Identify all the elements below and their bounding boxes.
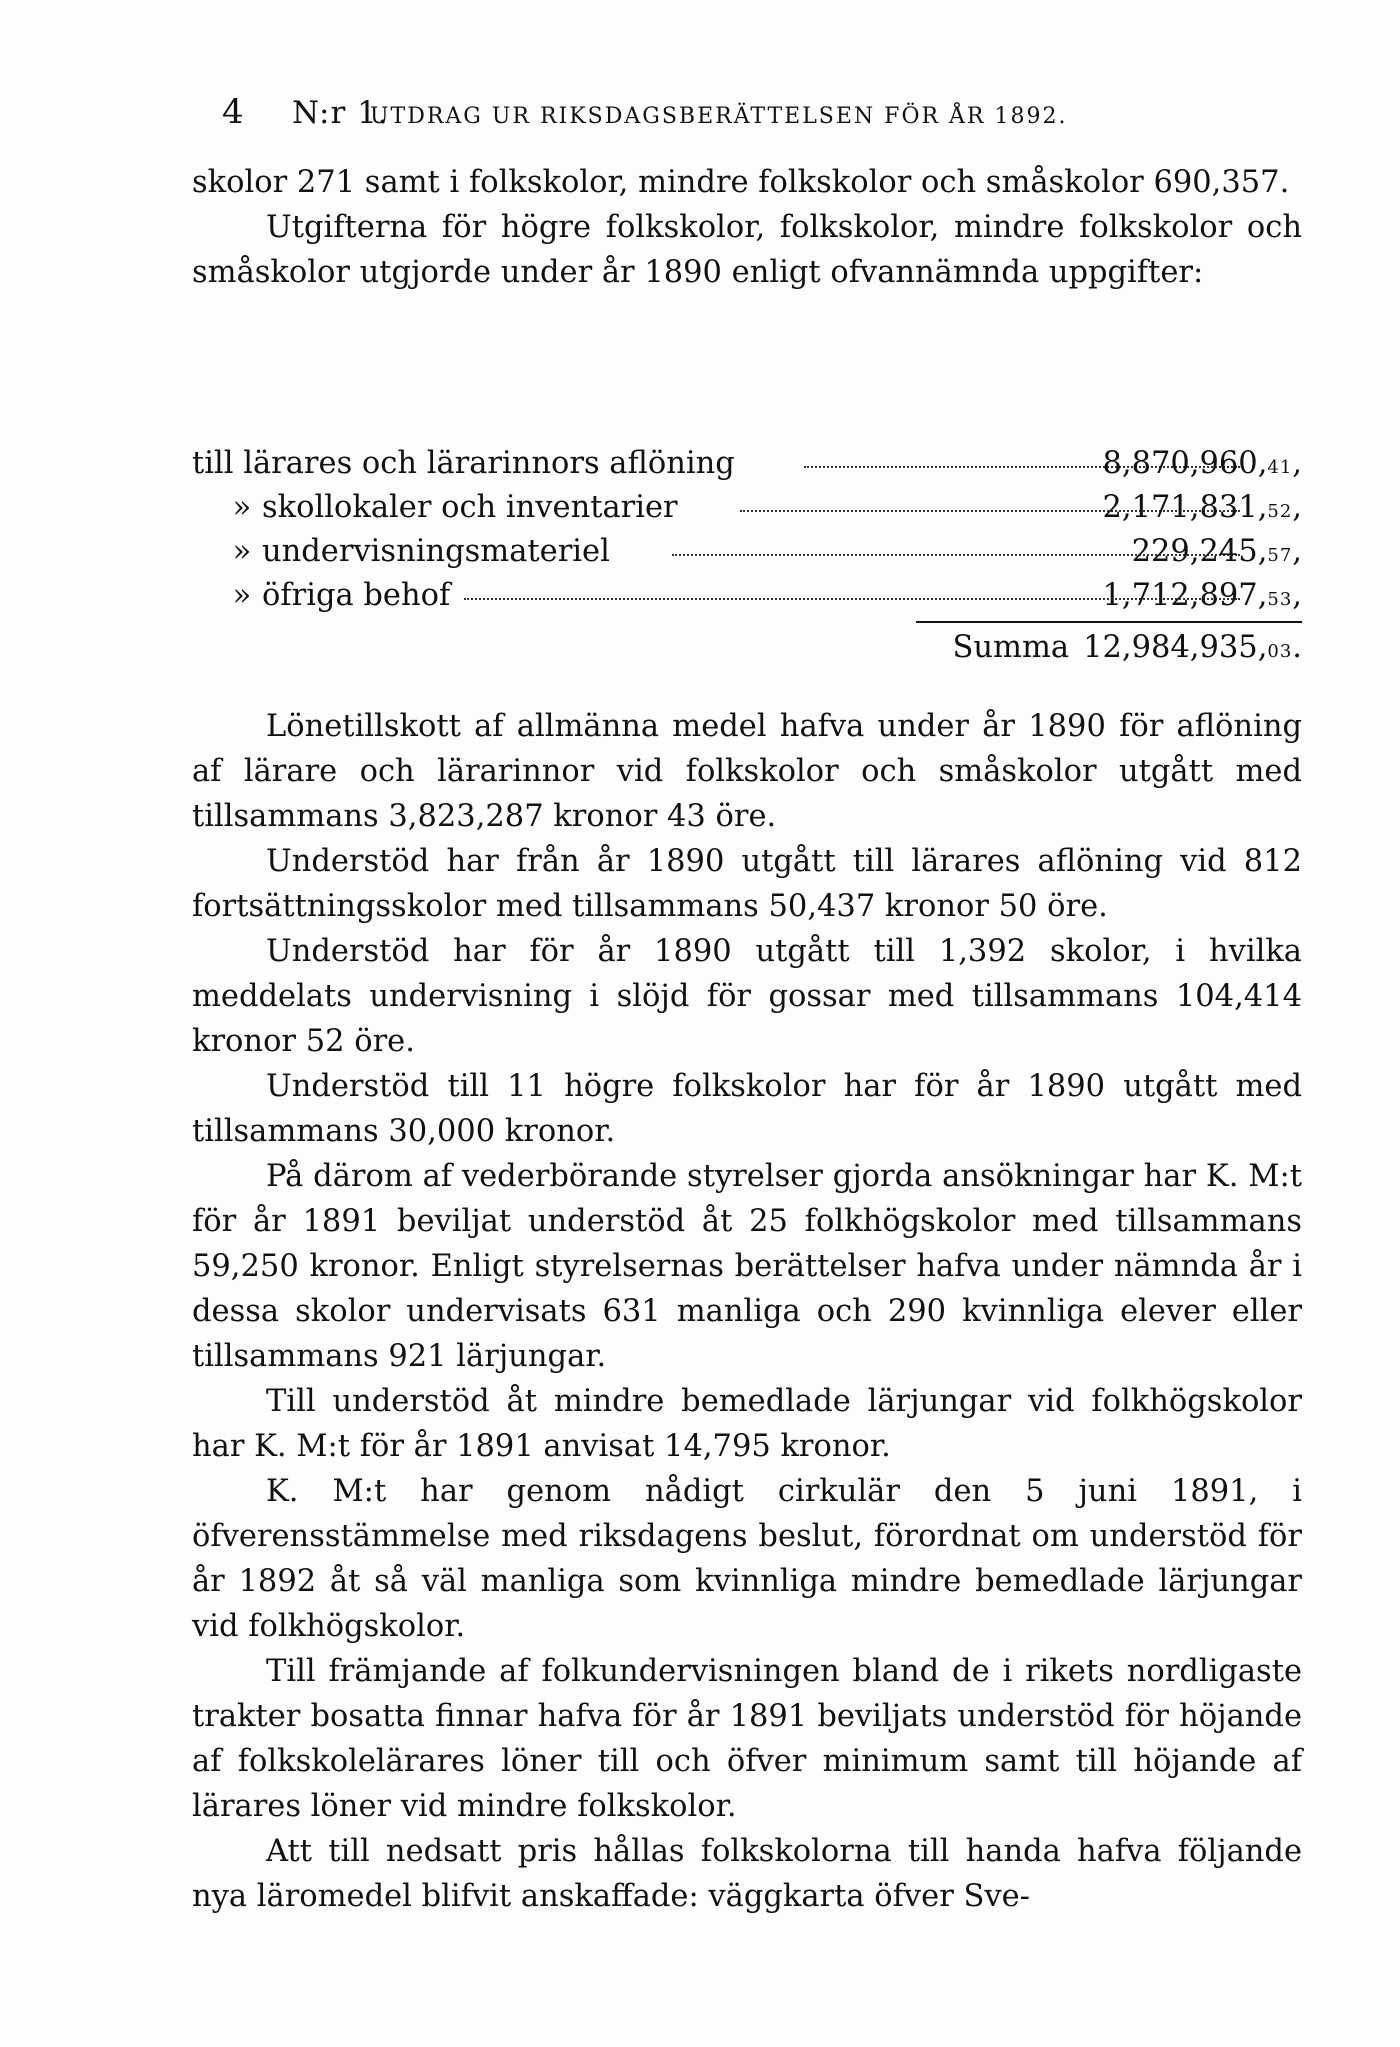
paragraph: Att till nedsatt pris hållas folkskolorna till handa hafva följande nya läromedel blifvit anskaffade: väggkarta öfver Sve-: [192, 1834, 1302, 1914]
expense-amount: 2,171,831,52,: [1102, 490, 1302, 525]
ditto-mark: »: [232, 578, 252, 613]
body-text: [192, 704, 1302, 1919]
expense-row: [192, 442, 1302, 486]
expense-row: [192, 530, 1302, 574]
sum-line: [952, 630, 1302, 665]
sum-rule: [916, 621, 1302, 623]
expense-label: skollokaler och inventarier: [262, 490, 678, 525]
intro-text: [192, 160, 1302, 295]
expense-amount: 1,712,897,53,: [1102, 578, 1302, 613]
expense-amount: 229,245,57,: [1131, 534, 1302, 569]
ditto-mark: »: [232, 490, 252, 525]
sum-amount: 12,984,935,03.: [1083, 630, 1302, 665]
expense-row: [192, 574, 1302, 618]
expense-label: undervisningsmateriel: [262, 534, 610, 569]
paragraph: Understöd har från år 1890 utgått till lärares aflöning vid 812 fortsättningsskolor med tillsammans 50,437 kronor 50 öre.: [192, 844, 1302, 924]
paragraph: På därom af vederbörande styrelser gjorda ansökningar har K. M:t för år 1891 beviljat understöd åt 25 folkhögskolor med tillsammans 59,250 kronor. Enligt styrelsernas berättelser hafva under nämnda år i dessa skolor undervisats 631 manliga och 290 kvinnliga elever eller tillsammans 921 lärjungar.: [192, 1159, 1302, 1374]
continuation-paragraph: skolor 271 samt i folkskolor, mindre folkskolor och småskolor 690,357.: [192, 165, 1290, 200]
paragraph: K. M:t har genom nådigt cirkulär den 5 juni 1891, i öfverensstämmelse med riksdagens beslut, förordnat om understöd för år 1892 åt så väl manliga som kvinnliga mindre bemedlade lärjungar vid folkhögskolor.: [192, 1474, 1302, 1644]
paragraph: Understöd till 11 högre folkskolor har för år 1890 utgått med tillsammans 30,000 kronor.: [192, 1069, 1302, 1149]
running-title: UTDRAG UR RIKSDAGSBERÄTTELSEN FÖR ÅR 1892.: [370, 104, 1068, 129]
paragraph: Lönetillskott af allmänna medel hafva under år 1890 för aflöning af lärare och lärarinnor vid folkskolor och småskolor utgått med tillsammans 3,823,287 kronor 43 öre.: [192, 709, 1302, 834]
expense-amount: 8,870,960,41,: [1102, 446, 1302, 481]
expense-row: [192, 486, 1302, 530]
expense-label: till lärares och lärarinnors aflöning: [192, 446, 735, 481]
sum-label: Summa: [952, 630, 1070, 665]
page-number: 4: [222, 92, 245, 132]
expense-table: [192, 442, 1302, 618]
ditto-mark: »: [232, 534, 252, 569]
expense-label: öfriga behof: [262, 578, 451, 613]
issue-number: N:r 1.: [292, 95, 389, 131]
paragraph: Till främjande af folkundervisningen bland de i rikets nordligaste trakter bosatta finnar hafva för år 1891 beviljats understöd för höjande af folkskolelärares löner till och öfver minimum samt till höjande af lärares löner vid mindre folkskolor.: [192, 1654, 1302, 1824]
page-header: [222, 92, 1302, 132]
paragraph: Understöd har för år 1890 utgått till 1,392 skolor, i hvilka meddelats undervisning i slöjd för gossar med tillsammans 104,414 kronor 52 öre.: [192, 934, 1302, 1059]
paragraph: Till understöd åt mindre bemedlade lärjungar vid folkhögskolor har K. M:t för år 1891 anvisat 14,795 kronor.: [192, 1384, 1302, 1464]
expenditure-intro-paragraph: Utgifterna för högre folkskolor, folkskolor, mindre folkskolor och småskolor utgjorde under år 1890 enligt ofvannämnda uppgifter:: [192, 210, 1302, 290]
